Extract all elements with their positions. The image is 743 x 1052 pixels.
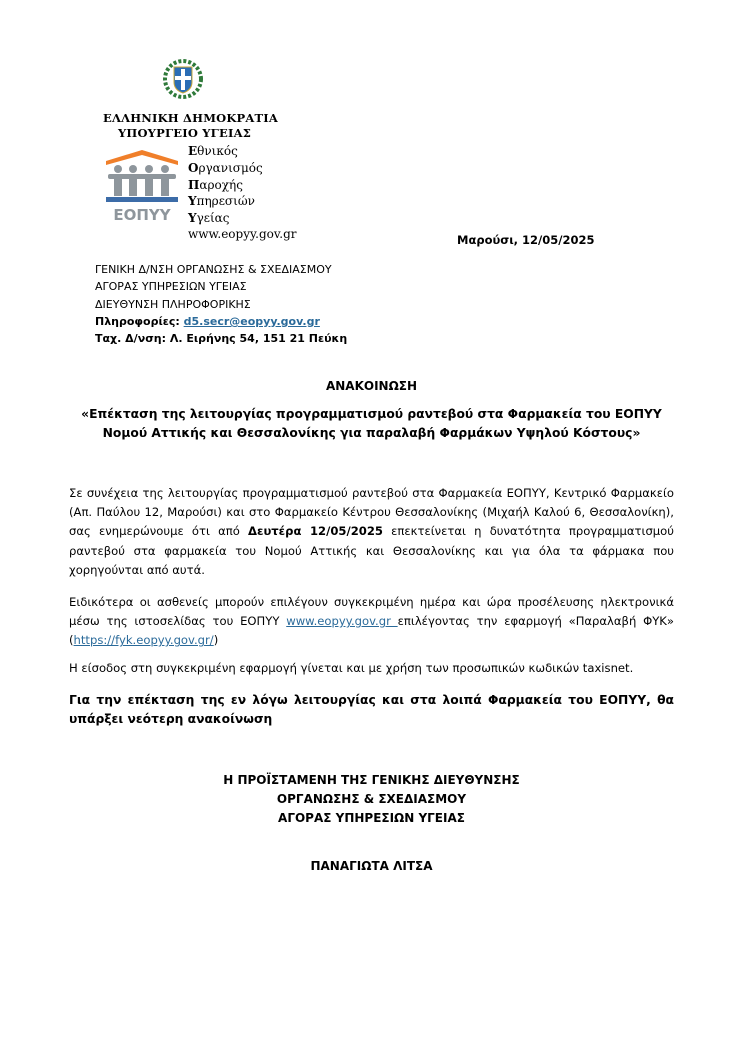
body-paragraph-3: Η είσοδος στη συγκεκριμένη εφαρμογή γίνεται και με χρήση των προσωπικών κωδικών taxisnet. (69, 661, 634, 675)
announcement-subject (0, 405, 743, 442)
sender-line-3: ΔΙΕΥΘΥΝΣΗ ΠΛΗΡΟΦΟΡΙΚΗΣ (95, 297, 251, 311)
signature-title (0, 771, 743, 829)
logo-text: ΕΟΠΥΥ (113, 206, 171, 224)
eopyy-website-link[interactable]: www.eopyy.gov.gr (286, 614, 398, 629)
p2-text-end: ) (213, 633, 219, 648)
org-initial: Υ (188, 211, 197, 226)
p2-text-middle: επιλέγοντας την εφαρμογή «Παραλαβή ΦΥΚ» ( (69, 614, 674, 648)
body-paragraph-4: Για την επέκταση της εν λόγω λειτουργίας και στα λοιπά Φαρμακεία του ΕΟΠΥΥ, θα υπάρξει νεότερη ανακοίνωση (69, 693, 674, 727)
eopyy-logo (104, 147, 180, 225)
org-word: θνικός (197, 144, 238, 158)
org-name-line (188, 193, 263, 210)
org-initial: Π (188, 177, 200, 192)
signature-line-1: Η ΠΡΟΪΣΤΑΜΕΝΗ ΤΗΣ ΓΕΝΙΚΗΣ ΔΙΕΥΘΥΝΣΗΣ (223, 773, 520, 787)
org-name-line (188, 160, 263, 177)
org-initial: Ο (188, 160, 199, 175)
sender-block (95, 261, 347, 347)
subject-line-2: Νομού Αττικής και Θεσσαλονίκης για παραλαβή Φαρμάκων Υψηλού Κόστους» (102, 425, 641, 440)
org-url: www.eopyy.gov.gr (188, 227, 297, 241)
subject-line-1: «Επέκταση της λειτουργίας προγραμματισμού ραντεβού στα Φαρμακεία του ΕΟΠΥΥ (81, 407, 662, 421)
org-word: ργανισμός (198, 160, 263, 175)
org-name-line (188, 177, 263, 194)
signature-line-2: ΟΡΓΑΝΩΣΗΣ & ΣΧΕΔΙΑΣΜΟΥ (276, 792, 467, 807)
address-line: Ταχ. Δ/νση: Λ. Ειρήνης 54, 151 21 Πεύκη (95, 332, 348, 346)
org-initial: Υ (188, 194, 197, 209)
p1-text: Σε συνέχεια της λειτουργίας προγραμματισμού ραντεβού στα Φαρμακεία ΕΟΠΥΥ, Κεντρικό Φαρμακείο (Απ. Παύλου 12, Μαρούσι) και στο Φαρμακείο Κέντρου Θεσσαλονίκης (Μιχαήλ Καλού 6, Θεσσαλονίκη), σας ενημερώνουμε ότι από (69, 486, 674, 539)
announcement-title: ΑΝΑΚΟΙΝΩΣΗ (325, 379, 418, 393)
p1-text-end: επεκτείνεται η δυνατότητα προγραμματισμού ραντεβού στα φαρμακεία του Νομού Αττικής και Θεσσαλονίκης και για όλα τα φάρμακα που χορηγούνται από αυτά. (69, 524, 674, 577)
info-label: Πληροφορίες: (95, 314, 184, 328)
sender-line-2: ΑΓΟΡΑΣ ΥΠΗΡΕΣΙΩΝ ΥΓΕΙΑΣ (95, 280, 247, 294)
republic-label: ΕΛΛΗΝΙΚΗ ΔΗΜΟΚΡΑΤΙΑ (103, 111, 278, 125)
org-word: πηρεσιών (196, 194, 255, 209)
org-word: αροχής (199, 177, 243, 192)
body-paragraph-1 (69, 484, 674, 580)
date-line: Μαρούσι, 12/05/2025 (457, 233, 595, 247)
sender-line-1: ΓΕΝΙΚΗ Δ/ΝΣΗ ΟΡΓΑΝΩΣΗΣ & ΣΧΕΔΙΑΣΜΟΥ (95, 263, 332, 276)
p1-date-bold: Δευτέρα 12/05/2025 (248, 524, 383, 539)
org-name-block (188, 143, 263, 227)
ministry-label: ΥΠΟΥΡΓΕΙΟ ΥΓΕΙΑΣ (118, 126, 252, 140)
org-name-line (188, 143, 263, 160)
info-email-link[interactable]: d5.secr@eopyy.gov.gr (183, 314, 320, 328)
info-line (95, 313, 347, 330)
signature-line-3: ΑΓΟΡΑΣ ΥΠΗΡΕΣΙΩΝ ΥΓΕΙΑΣ (278, 811, 465, 826)
p2-text: Ειδικότερα οι ασθενείς μπορούν επιλέγουν συγκεκριμένη ημέρα και ώρα προσέλευσης ηλεκτρονικά μέσω της ιστοσελίδας του ΕΟΠΥΥ (69, 595, 674, 629)
org-initial: Ε (188, 144, 198, 158)
fyk-app-link[interactable]: https://fyk.eopyy.gov.gr/ (73, 633, 214, 648)
signatory-name: ΠΑΝΑΓΙΩΤΑ ΛΙΤΣΑ (310, 859, 433, 873)
org-name-line (188, 210, 263, 227)
greek-coat-of-arms-icon (162, 58, 204, 100)
body-paragraph-2 (69, 593, 674, 651)
org-word: γείας (196, 211, 230, 226)
